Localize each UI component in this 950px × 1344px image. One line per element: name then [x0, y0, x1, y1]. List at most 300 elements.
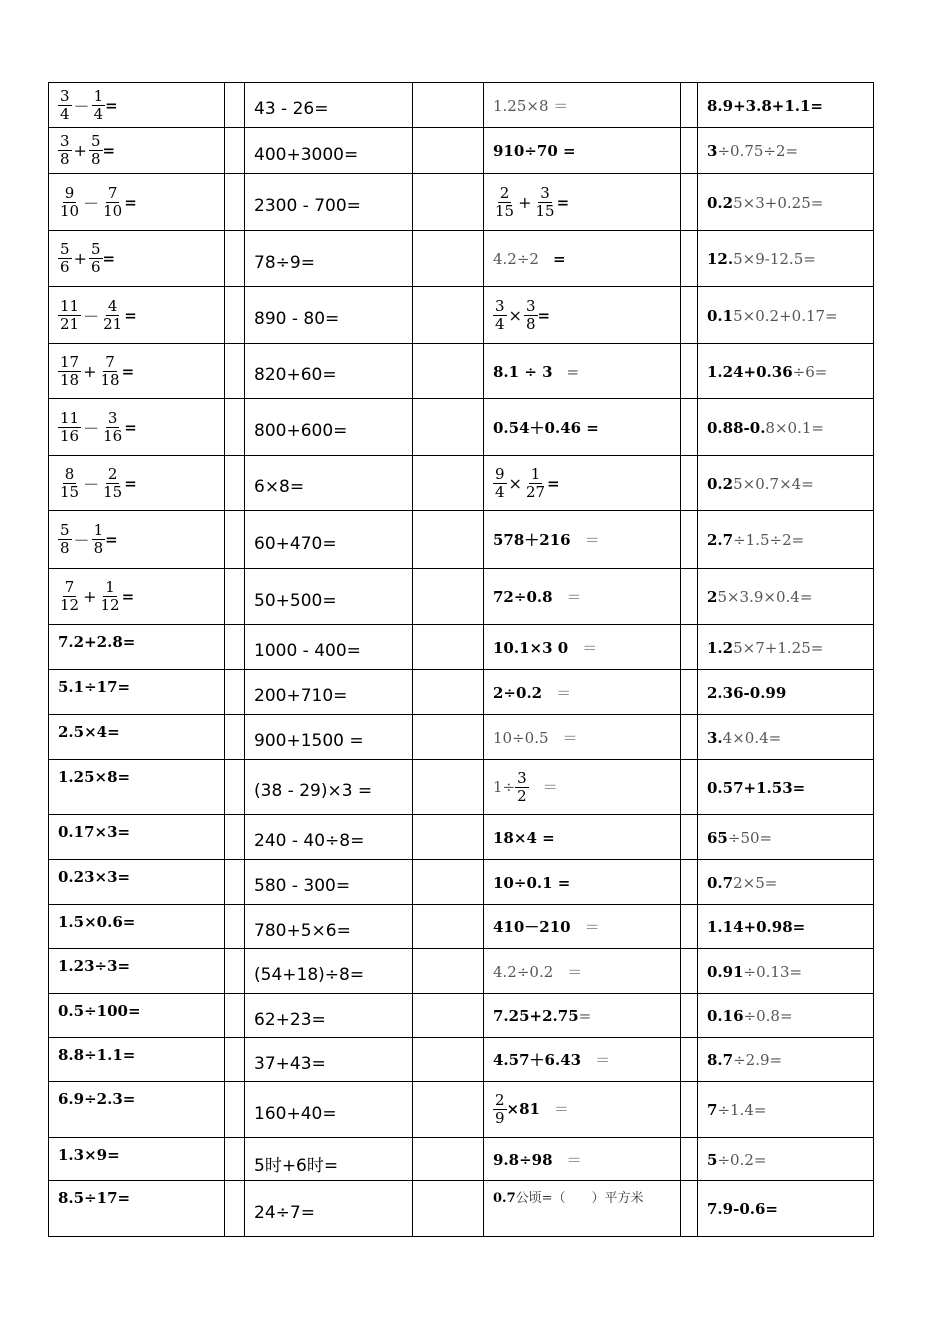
- worksheet-row: [49, 569, 874, 625]
- worksheet-row: [49, 83, 874, 128]
- fraction-denominator: 12: [100, 596, 120, 614]
- expression-text: 37+43=: [254, 1053, 326, 1074]
- operator: ×: [508, 305, 522, 325]
- answer-cell: [681, 1181, 698, 1237]
- answer-cell: [681, 760, 698, 815]
- fraction-denominator: 15: [495, 201, 515, 220]
- expression-bold-part: 2.7: [707, 531, 734, 549]
- cell-col4: [698, 949, 874, 994]
- expression-text: 1.25×8=: [58, 768, 131, 786]
- expression-equals: ＝: [554, 1100, 570, 1118]
- expression-bold-part: 0.16: [707, 1007, 744, 1025]
- answer-cell: [225, 83, 245, 128]
- worksheet-row: [49, 625, 874, 670]
- expression-text: 62+23=: [254, 1009, 326, 1030]
- answer-cell: [681, 456, 698, 511]
- answer-cell: [681, 399, 698, 456]
- cell-col3: [484, 174, 681, 231]
- cell-col4: [698, 760, 874, 815]
- answer-cell: [413, 287, 484, 344]
- arithmetic-worksheet-table: [48, 82, 874, 1237]
- expression-text: 200+710=: [254, 686, 348, 706]
- fraction-denominator: 10: [60, 201, 80, 220]
- fraction: [524, 296, 538, 333]
- cell-col1: [49, 815, 225, 860]
- expression-text: 5时+6时=: [254, 1155, 339, 1176]
- answer-cell: [681, 815, 698, 860]
- answer-cell: [681, 128, 698, 174]
- cell-col3: [484, 231, 681, 287]
- expression-text: 10÷0.1 =: [493, 873, 571, 892]
- cell-col3: [484, 760, 681, 815]
- cell-col1: [49, 83, 225, 128]
- fraction-expression: [58, 86, 118, 123]
- expression: [707, 96, 823, 115]
- expression-light-part: 2×5=: [733, 873, 778, 892]
- expression-light-part: 5×0.7×4=: [733, 474, 814, 493]
- cell-col1: [49, 994, 225, 1038]
- cell-col3: [484, 815, 681, 860]
- cell-col3: [484, 399, 681, 456]
- cell-col4: [698, 994, 874, 1038]
- fraction-numerator: 7: [105, 352, 115, 371]
- worksheet-row: [49, 860, 874, 905]
- expression-bold-part: 1.14+0.98=: [707, 918, 806, 936]
- expression-bold-part: 2.36-0.99: [707, 683, 787, 702]
- worksheet-row: [49, 399, 874, 456]
- expression: [707, 249, 816, 268]
- fraction-numerator: 3: [525, 296, 536, 315]
- answer-cell: [681, 1082, 698, 1138]
- cell-col2: [245, 715, 413, 760]
- answer-cell: [225, 511, 245, 569]
- expression-text: 7.25+2.75: [493, 1007, 579, 1025]
- worksheet-row: [49, 128, 874, 174]
- fraction-numerator: 1: [93, 521, 104, 539]
- cell-col4: [698, 456, 874, 511]
- answer-cell: [413, 1082, 484, 1138]
- operator: +: [83, 361, 97, 381]
- answer-cell: [413, 670, 484, 715]
- cell-col2: [245, 569, 413, 625]
- cell-col2: [245, 83, 413, 128]
- expression: [707, 362, 827, 381]
- expression-bold-part: 2: [707, 588, 718, 606]
- answer-cell: [225, 760, 245, 815]
- fraction-numerator: 3: [540, 183, 550, 202]
- expression-bold-part: 8.7: [707, 1051, 734, 1069]
- cell-col1: [49, 1038, 225, 1082]
- cell-col2: [245, 625, 413, 670]
- expression-text: 400+3000=: [254, 144, 359, 165]
- fraction: [99, 580, 122, 613]
- equals-sign: =: [537, 306, 551, 324]
- fraction-denominator: 8: [60, 150, 70, 168]
- expression-text: 50+500=: [254, 590, 337, 611]
- expression-text: 4.2÷2: [493, 250, 539, 268]
- expression: [707, 683, 786, 702]
- fraction-expression: [493, 464, 560, 501]
- expression: [493, 249, 566, 268]
- fraction: [58, 183, 81, 220]
- equals-sign: =: [102, 249, 116, 268]
- expression-text: 10.1×3 0: [493, 638, 569, 657]
- expression: [707, 1150, 766, 1169]
- expression-light-part: ÷2.9=: [733, 1051, 783, 1069]
- cell-col2: [245, 174, 413, 231]
- expression: [707, 1050, 782, 1069]
- answer-cell: [681, 1138, 698, 1181]
- cell-col1: [49, 287, 225, 344]
- unit-conversion-text: 公顷=（ ）平方米: [515, 1191, 644, 1206]
- expression-text: 580 - 300=: [254, 876, 351, 896]
- answer-cell: [225, 905, 245, 949]
- expression-light-part: 5×3.9×0.4=: [717, 588, 813, 606]
- answer-cell: [413, 625, 484, 670]
- expression: [493, 587, 582, 606]
- equals-sign: =: [124, 306, 137, 324]
- answer-cell: [225, 715, 245, 760]
- fraction-denominator: 15: [103, 482, 123, 501]
- worksheet-row: [49, 1138, 874, 1181]
- cell-col4: [698, 287, 874, 344]
- cell-col3: [484, 83, 681, 128]
- expression-text: 10÷0.5: [493, 728, 549, 747]
- cell-col1: [49, 569, 225, 625]
- worksheet-row: [49, 344, 874, 399]
- cell-col4: [698, 174, 874, 231]
- answer-cell: [225, 625, 245, 670]
- fraction: [58, 86, 72, 123]
- expression-light-part: 5×0.2+0.17=: [733, 306, 838, 325]
- expression-bold-part: 0.88-0.: [707, 418, 766, 437]
- fraction: [89, 134, 103, 167]
- cell-col3: [484, 670, 681, 715]
- operator: +: [73, 141, 87, 160]
- expression-text: 1.5×0.6=: [58, 913, 136, 931]
- cell-col4: [698, 625, 874, 670]
- fraction-numerator: 8: [64, 464, 75, 483]
- fraction: [101, 183, 124, 220]
- cell-col2: [245, 860, 413, 905]
- cell-col2: [245, 128, 413, 174]
- cell-col3: [484, 344, 681, 399]
- expression-light-part: ÷0.75÷2=: [717, 142, 799, 160]
- expression-bold-part: 7.9-0.6=: [707, 1200, 778, 1218]
- cell-col2: [245, 1082, 413, 1138]
- expression-light-part: ÷1.5÷2=: [733, 531, 805, 549]
- answer-cell: [225, 569, 245, 625]
- fraction-expression: [58, 464, 137, 501]
- cell-col4: [698, 344, 874, 399]
- fraction: [58, 134, 72, 167]
- fraction-denominator: 10: [103, 201, 123, 220]
- fraction-numerator: 17: [60, 352, 80, 371]
- expression-text: 1.3×9=: [58, 1146, 120, 1164]
- cell-col2: [245, 1181, 413, 1237]
- cell-col2: [245, 287, 413, 344]
- expression-bold-part: 65: [707, 828, 728, 847]
- fraction: [101, 296, 124, 333]
- equals-sign: =: [556, 193, 570, 211]
- fraction: [89, 242, 103, 275]
- answer-cell: [413, 1138, 484, 1181]
- expression-text: 1.25×8 ＝: [493, 96, 569, 115]
- expression: [493, 962, 582, 981]
- fraction-denominator: 9: [495, 1109, 505, 1127]
- operator: +: [73, 249, 87, 268]
- expression-equals: =: [578, 1007, 592, 1025]
- fraction-denominator: 15: [60, 482, 80, 501]
- fraction-numerator: 3: [107, 408, 118, 427]
- cell-col2: [245, 949, 413, 994]
- answer-cell: [413, 344, 484, 399]
- answer-cell: [225, 128, 245, 174]
- cell-col4: [698, 1138, 874, 1181]
- expression: [707, 917, 805, 936]
- cell-col3: [484, 1138, 681, 1181]
- expression-equals: ＝: [595, 1051, 611, 1069]
- answer-cell: [413, 1038, 484, 1082]
- expression-bold-part: 0.1: [707, 306, 734, 325]
- answer-cell: [413, 511, 484, 569]
- answer-cell: [681, 83, 698, 128]
- answer-cell: [413, 569, 484, 625]
- answer-cell: [225, 344, 245, 399]
- expression-bold-part: 7: [707, 1101, 718, 1119]
- answer-cell: [413, 128, 484, 174]
- cell-col1: [49, 905, 225, 949]
- answer-cell: [413, 399, 484, 456]
- cell-col2: [245, 231, 413, 287]
- fraction-expression: [58, 240, 116, 276]
- expression-equals: ＝: [556, 683, 572, 702]
- cell-col4: [698, 128, 874, 174]
- answer-cell: [681, 344, 698, 399]
- fraction-numerator: 5: [60, 521, 70, 539]
- cell-col2: [245, 511, 413, 569]
- expression: [707, 873, 777, 892]
- expression-bold-part: 1.2: [707, 638, 734, 657]
- equals-sign: =: [124, 474, 137, 492]
- fraction-numerator: 1: [530, 464, 541, 483]
- cell-col3: [484, 511, 681, 569]
- expression-text: 0.17×3=: [58, 823, 131, 841]
- cell-col1: [49, 1082, 225, 1138]
- fraction-numerator: 5: [90, 132, 101, 150]
- expression-text: 2300 - 700=: [254, 196, 361, 216]
- cell-col4: [698, 569, 874, 625]
- fraction-expression: [58, 352, 135, 389]
- expression: [707, 1199, 778, 1218]
- cell-col1: [49, 344, 225, 399]
- answer-cell: [225, 174, 245, 231]
- cell-col3: [484, 1082, 681, 1138]
- fraction-denominator: 21: [60, 314, 80, 333]
- expression-bold-part: 3: [707, 142, 718, 160]
- expression-bold-part: 0.2: [707, 474, 734, 493]
- expression-equals: ＝: [567, 962, 583, 981]
- answer-cell: [681, 905, 698, 949]
- cell-col2: [245, 1038, 413, 1082]
- answer-cell: [413, 1181, 484, 1237]
- worksheet-row: [49, 1181, 874, 1237]
- expression: [493, 638, 597, 657]
- expression-light-part: ÷1.4=: [717, 1101, 767, 1119]
- worksheet-row: [49, 511, 874, 569]
- expression: [707, 962, 802, 981]
- worksheet-row: [49, 905, 874, 949]
- expression: [707, 530, 804, 549]
- fraction-numerator: 2: [495, 1091, 505, 1109]
- equals-sign: =: [102, 141, 116, 160]
- expression-text: 160+40=: [254, 1103, 337, 1124]
- fraction-denominator: 4: [495, 482, 505, 501]
- answer-cell: [413, 815, 484, 860]
- fraction-denominator: 8: [93, 539, 104, 557]
- answer-cell: [681, 625, 698, 670]
- expression-text: 910÷70 =: [493, 142, 576, 160]
- expression-bold-part: 3.: [707, 728, 723, 747]
- cell-col3: [484, 1038, 681, 1082]
- equals-sign: =: [121, 362, 135, 380]
- answer-cell: [225, 1082, 245, 1138]
- cell-col2: [245, 905, 413, 949]
- expression-equals: ＝: [584, 918, 600, 936]
- expression-text: 1.23÷3=: [58, 957, 131, 975]
- cell-col1: [49, 860, 225, 905]
- expression-equals: ＝: [582, 638, 598, 657]
- expression-text: 410－210: [493, 918, 571, 936]
- cell-col1: [49, 1181, 225, 1237]
- expression: [707, 828, 772, 847]
- cell-col1: [49, 399, 225, 456]
- answer-cell: [225, 949, 245, 994]
- expression-text: 0.54＋0.46 =: [493, 418, 599, 437]
- cell-col1: [49, 128, 225, 174]
- fraction-numerator: 2: [107, 464, 118, 483]
- answer-cell: [413, 715, 484, 760]
- answer-cell: [413, 174, 484, 231]
- fraction-numerator: 11: [60, 408, 80, 427]
- cell-col2: [245, 815, 413, 860]
- fraction-numerator: 3: [495, 296, 505, 315]
- cell-col4: [698, 1038, 874, 1082]
- cell-col3: [484, 949, 681, 994]
- operator: +: [83, 587, 97, 606]
- answer-cell: [413, 994, 484, 1038]
- cell-col4: [698, 231, 874, 287]
- expression-text: 78÷9=: [254, 252, 315, 273]
- answer-cell: [225, 670, 245, 715]
- fraction: [101, 464, 124, 501]
- fraction-denominator: 12: [60, 596, 80, 614]
- fraction: [534, 183, 557, 220]
- expression-text: 4.2÷0.2: [493, 962, 554, 981]
- fraction: [58, 352, 81, 389]
- expression-equals: =: [566, 362, 580, 381]
- fraction-denominator: 4: [93, 104, 104, 123]
- expression: [493, 1006, 591, 1025]
- worksheet-row: [49, 231, 874, 287]
- cell-col3: [484, 860, 681, 905]
- expression-bold-part: 1.24+0.36: [707, 362, 793, 381]
- fraction-numerator: 2: [499, 183, 510, 202]
- expression-light-part: 8×0.1=: [765, 418, 824, 437]
- cell-col3: [484, 994, 681, 1038]
- expression: [493, 362, 579, 381]
- fraction: [92, 523, 106, 556]
- fraction-numerator: 3: [60, 86, 70, 105]
- expression-text: 24÷7=: [254, 1202, 315, 1223]
- answer-cell: [681, 231, 698, 287]
- expression-text: 18×4 =: [493, 828, 555, 847]
- expression-text: 800+600=: [254, 421, 348, 441]
- expression-text: 900+1500 =: [254, 731, 364, 751]
- expression-text: 43 - 26=: [254, 99, 329, 119]
- operator: －: [83, 193, 100, 213]
- expression-text: 8.8÷1.1=: [58, 1046, 136, 1064]
- cell-col3: [484, 905, 681, 949]
- operator: －: [83, 474, 100, 494]
- cell-col1: [49, 949, 225, 994]
- answer-cell: [413, 949, 484, 994]
- operator: －: [73, 96, 90, 116]
- expression-text: 0.7: [493, 1191, 516, 1206]
- equals-sign: =: [124, 418, 137, 436]
- fraction-expression: [58, 183, 137, 220]
- answer-cell: [413, 760, 484, 815]
- answer-cell: [225, 456, 245, 511]
- answer-cell: [413, 456, 484, 511]
- fraction-numerator: 9: [64, 183, 75, 202]
- expression-light-part: ÷50=: [727, 828, 773, 847]
- cell-col1: [49, 174, 225, 231]
- expression: [493, 917, 600, 936]
- cell-col1: [49, 511, 225, 569]
- expression: [707, 418, 824, 437]
- expression: [707, 638, 823, 657]
- equals-sign: =: [547, 474, 560, 492]
- expression-text: 578＋216: [493, 531, 571, 549]
- fraction: [99, 352, 122, 389]
- expression-bold-part: 0.2: [707, 193, 734, 212]
- answer-cell: [681, 715, 698, 760]
- expression-equals: ＝: [566, 588, 582, 606]
- worksheet-row: [49, 174, 874, 231]
- answer-cell: [681, 670, 698, 715]
- expression-light-part: ÷0.13=: [743, 962, 803, 981]
- answer-cell: [225, 860, 245, 905]
- fraction-denominator: 27: [525, 482, 546, 501]
- answer-cell: [413, 83, 484, 128]
- expression-light-part: 5×9-12.5=: [733, 250, 816, 268]
- worksheet-row: [49, 456, 874, 511]
- fraction-denominator: 2: [517, 786, 527, 805]
- expression-bold-part: 5: [707, 1150, 718, 1169]
- cell-col4: [698, 83, 874, 128]
- fraction-numerator: 3: [60, 132, 70, 150]
- expression-text: 7.2+2.8=: [58, 633, 136, 651]
- fraction-denominator: 8: [525, 314, 536, 333]
- fraction: [58, 408, 81, 445]
- fraction: [493, 464, 507, 501]
- expression-bold-part: 0.7: [707, 873, 734, 892]
- equals-sign: =: [105, 96, 118, 114]
- answer-cell: [225, 994, 245, 1038]
- fraction-denominator: 15: [535, 201, 555, 220]
- fraction: [101, 408, 124, 445]
